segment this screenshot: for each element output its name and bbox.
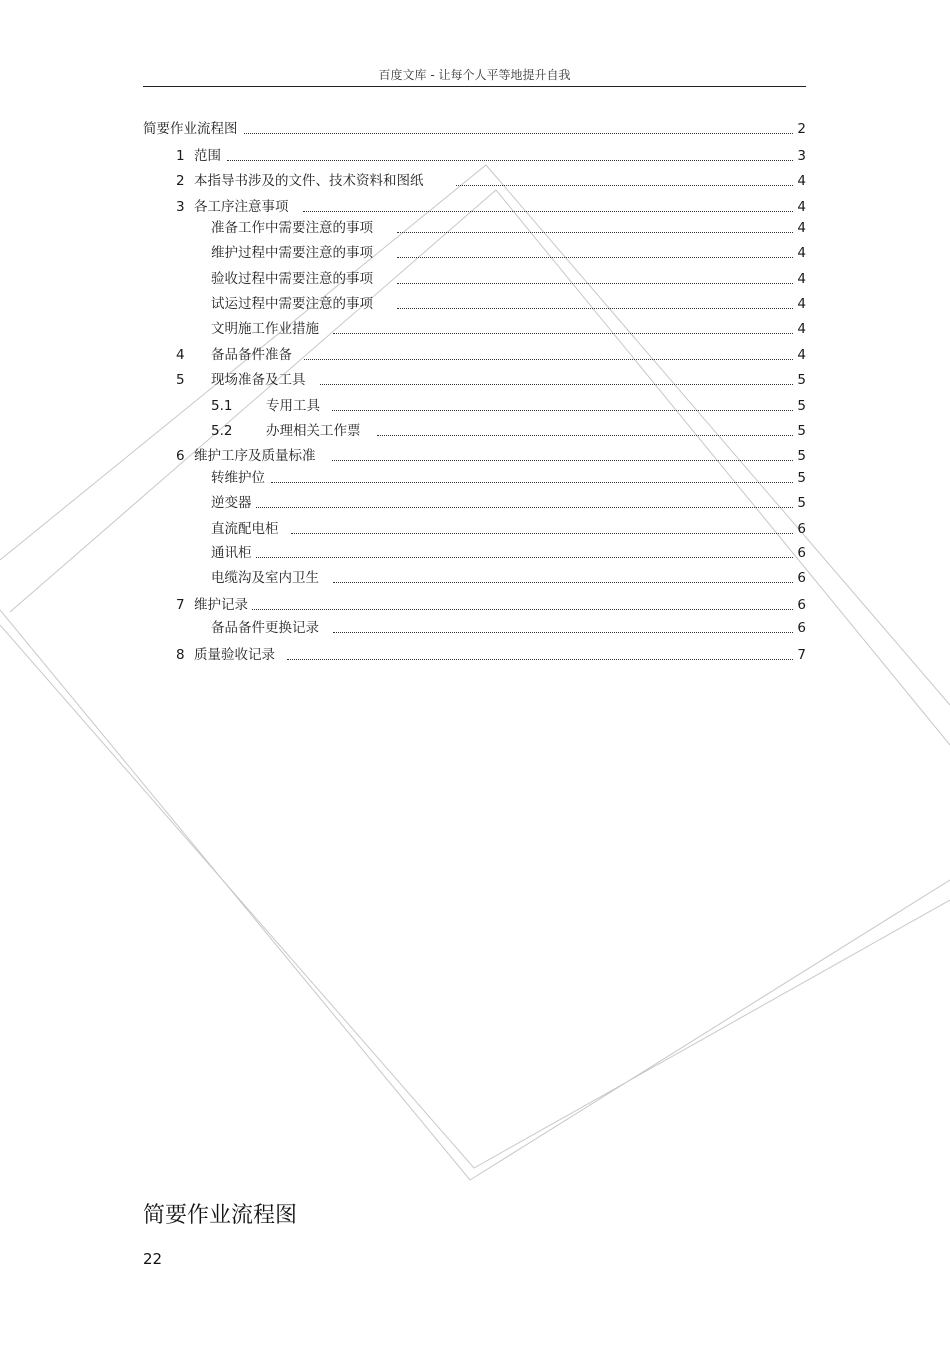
toc-page: 4 <box>797 245 806 261</box>
toc-leader <box>256 547 794 558</box>
toc-title: 现场准备及工具 <box>211 372 306 388</box>
toc-title: 试运过程中需要注意的事项 <box>211 296 373 312</box>
toc-row[interactable] <box>176 344 806 364</box>
toc-leader <box>333 622 793 633</box>
toc-leader <box>227 150 793 161</box>
toc-leader <box>244 123 794 134</box>
toc-title: 准备工作中需要注意的事项 <box>211 220 373 236</box>
toc-row[interactable] <box>176 644 806 664</box>
toc-row[interactable] <box>211 293 806 313</box>
toc-title: 范围 <box>194 148 221 164</box>
toc-leader <box>303 201 794 212</box>
toc-row[interactable] <box>176 145 806 165</box>
toc-page: 5 <box>797 448 806 464</box>
toc-row[interactable] <box>211 217 806 237</box>
toc-num: 2 <box>176 173 185 189</box>
toc-row[interactable] <box>211 492 806 512</box>
toc-leader <box>291 523 794 534</box>
toc-page: 2 <box>797 121 806 137</box>
toc-title: 备品备件准备 <box>211 347 292 363</box>
toc-page: 5 <box>797 423 806 439</box>
toc-page: 4 <box>797 220 806 236</box>
toc-num: 5.2 <box>211 423 233 439</box>
toc-num: 1 <box>176 148 185 164</box>
toc-leader <box>397 273 793 284</box>
toc-row[interactable] <box>211 268 806 288</box>
toc-title: 直流配电柜 <box>211 521 279 537</box>
toc-page: 7 <box>797 647 806 663</box>
toc-page: 5 <box>797 470 806 486</box>
toc-leader <box>256 497 794 508</box>
toc-row[interactable] <box>176 445 806 465</box>
toc-num: 4 <box>176 347 185 363</box>
toc-page: 4 <box>797 347 806 363</box>
page-number: 22 <box>143 1250 163 1268</box>
toc-row[interactable] <box>211 395 806 415</box>
toc-title: 维护记录 <box>194 597 248 613</box>
toc-page: 5 <box>797 372 806 388</box>
toc-row[interactable] <box>211 542 806 562</box>
toc-leader <box>456 175 794 186</box>
toc-row[interactable] <box>176 170 806 190</box>
toc-row[interactable] <box>211 318 806 338</box>
toc-row[interactable] <box>176 369 806 389</box>
toc-title: 文明施工作业措施 <box>211 321 319 337</box>
toc-leader <box>304 349 793 360</box>
toc-num: 3 <box>176 199 185 215</box>
toc-num: 7 <box>176 597 185 613</box>
toc-leader <box>333 323 793 334</box>
toc-row[interactable] <box>211 567 806 587</box>
toc-page: 4 <box>797 271 806 287</box>
toc-page: 6 <box>797 570 806 586</box>
header-divider <box>143 86 806 87</box>
toc-page: 4 <box>797 321 806 337</box>
toc-leader <box>397 222 793 233</box>
toc-leader <box>397 298 793 309</box>
toc-row[interactable] <box>176 196 806 216</box>
toc-row[interactable] <box>143 118 806 138</box>
toc-num: 8 <box>176 647 185 663</box>
toc-title: 各工序注意事项 <box>194 199 289 215</box>
toc-leader <box>287 649 793 660</box>
toc-title: 专用工具 <box>266 398 320 414</box>
toc-row[interactable] <box>211 617 806 637</box>
toc-page: 4 <box>797 199 806 215</box>
toc-page: 6 <box>797 620 806 636</box>
toc-page: 4 <box>797 296 806 312</box>
section-heading: 简要作业流程图 <box>143 1203 298 1228</box>
toc-title: 办理相关工作票 <box>266 423 361 439</box>
toc-leader <box>271 472 793 483</box>
toc-leader <box>252 599 793 610</box>
toc-leader <box>332 450 794 461</box>
toc-page: 6 <box>797 521 806 537</box>
toc-page: 6 <box>797 597 806 613</box>
toc-page: 4 <box>797 173 806 189</box>
toc-title: 质量验收记录 <box>194 647 275 663</box>
toc-title: 通讯柜 <box>211 545 252 561</box>
toc-row[interactable] <box>211 242 806 262</box>
toc-title: 逆变器 <box>211 495 252 511</box>
toc-row[interactable] <box>211 467 806 487</box>
page-header: 百度文库 - 让每个人平等地提升自我 <box>378 68 571 82</box>
toc-title: 验收过程中需要注意的事项 <box>211 271 373 287</box>
toc-leader <box>332 400 793 411</box>
toc-title: 备品备件更换记录 <box>211 620 319 636</box>
toc-title: 转维护位 <box>211 470 265 486</box>
toc-num: 5.1 <box>211 398 233 414</box>
toc-leader <box>333 572 793 583</box>
toc-page: 6 <box>797 545 806 561</box>
toc-num: 6 <box>176 448 185 464</box>
toc-title: 本指导书涉及的文件、技术资料和图纸 <box>194 173 424 189</box>
toc-title: 电缆沟及室内卫生 <box>211 570 319 586</box>
toc-leader <box>377 425 794 436</box>
toc-title: 维护过程中需要注意的事项 <box>211 245 373 261</box>
toc-page: 5 <box>797 495 806 511</box>
toc-leader <box>397 247 793 258</box>
toc-leader <box>320 374 794 385</box>
toc-num: 5 <box>176 372 185 388</box>
toc-title: 维护工序及质量标准 <box>194 448 316 464</box>
toc-title: 简要作业流程图 <box>143 121 238 137</box>
toc-row[interactable] <box>211 420 806 440</box>
toc-row[interactable] <box>211 518 806 538</box>
toc-page: 5 <box>797 398 806 414</box>
toc-row[interactable] <box>176 594 806 614</box>
toc-page: 3 <box>797 148 806 164</box>
